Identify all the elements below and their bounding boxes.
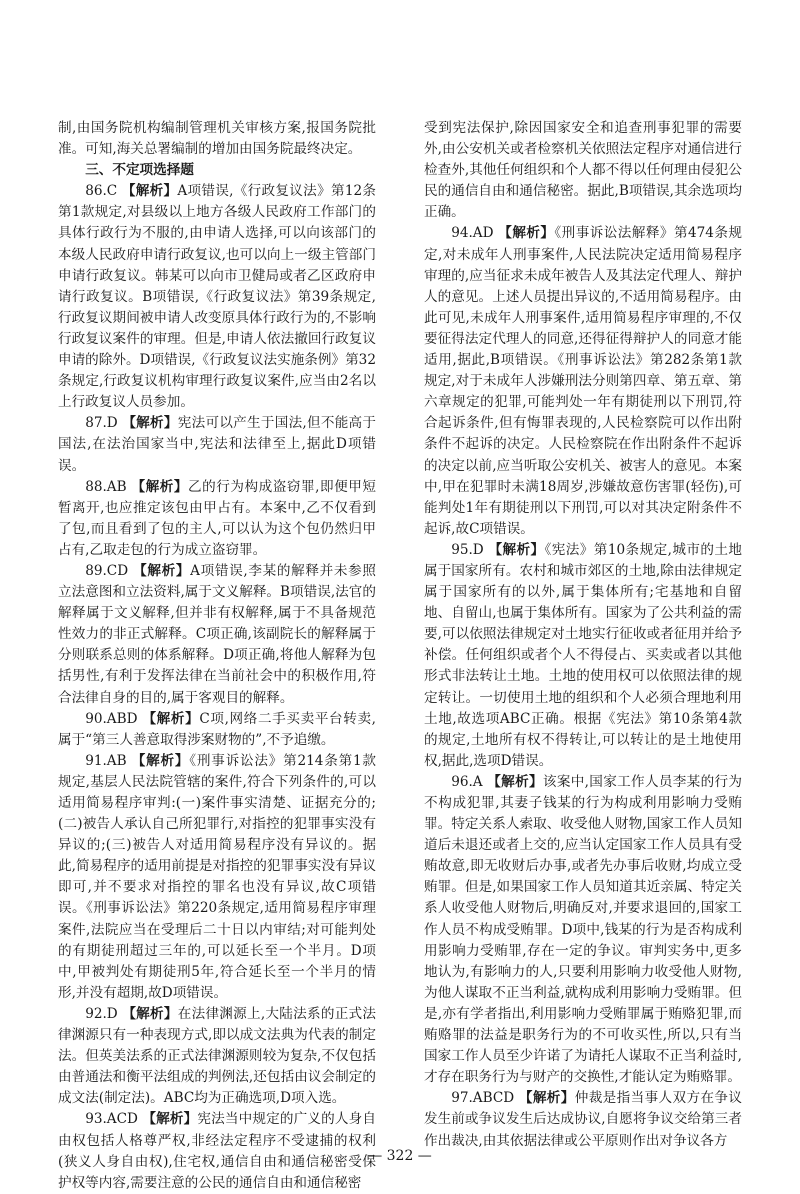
answer-number: 95.D — [451, 541, 484, 558]
answer-91 — [58, 751, 376, 1004]
paragraph: 制,由国务院机构编制管理机关审核方案,报国务院批准。可知,海关总署编制的增加由国务院最终决定。 — [58, 120, 376, 158]
analysis-text: 该案中,国家工作人员李某的行为不构成犯罪,其妻子钱某的行为构成利用影响力受贿罪。特定关系人索取、收受他人财物,国家工作人员知道后未退还或者上交的,应当认定国家工作人员具有受贿故意,即无收财后办事,或者先办事后收财,均成立受贿罪。但是,如果国家工作人员知道其近亲属、特定关系人收受他人财物后,明确反对,并要求退回的,国家工作人员不构成受贿罪。D项中,钱某的行为是否构成利用影响力受贿罪,存在一定的争议。审判实务中,更多地认为,有影响力的人,只要利用影响力收受他人财物,为他人谋取不正当利益,就构成利用影响力受贿罪。但是,亦有学者指出,利用影响力受贿罪属于贿赂犯罪,而贿赂罪的法益是职务行为的不可收买性,所以,只有当国家工作人员至少许诺了为请托人谋取不正当利益时,才存在职务行为与财产的交换性,才能认定为贿赂罪。 — [424, 773, 742, 1086]
analysis-label: 【解析】 — [122, 415, 178, 432]
answer-number: 87.D — [85, 415, 118, 432]
answer-number: 86.C — [85, 183, 118, 200]
analysis-label: 【解析】 — [121, 183, 178, 200]
answer-number: 91.AB — [85, 752, 127, 769]
analysis-label: 【解析】 — [142, 710, 200, 727]
answer-number: 94.AD — [451, 225, 494, 242]
analysis-text: 宪法可以产生于国法,但不能高于国法,在法治国家当中,宪法和法律至上,据此D项错误。 — [58, 415, 377, 474]
analysis-text: A项错误,李某的解释并未参照立法意图和立法资料,属于文义解释。B项错误,法官的解释属于文义解释,但并非有权解释,属于不具备规范性效力的非正式解释。C项正确,该副院长的解释属于分则联系总则的体系解释。D项正确,将他人解释为包括男性,有利于发挥法律在当前社会中的积极作用,符合法律自身的目的,属于客观目的解释。 — [58, 562, 376, 706]
analysis-label: 【解析】 — [142, 1111, 198, 1128]
answer-number: 92.D — [85, 1005, 118, 1022]
answer-number: 89.CD — [85, 562, 129, 579]
answer-97 — [424, 1088, 742, 1151]
analysis-text: A项错误,《行政复议法》第12条第1款规定,对县级以上地方各级人民政府工作部门的具体行政行为不服的,由申请人选择,可以向该部门的本级人民政府申请行政复议,也可以向上一级主管部门申请行政复议。韩某可以向市卫健局或者乙区政府申请行政复议。B项错误,《行政复议法》第39条规定,行政复议期间被申请人改变原具体行政行为的,不影响行政复议案件的审理。但是,申请人依法撤回行政复议申请的除外。D项错误,《行政复议法实施条例》第32条规定,行政复议机构审理行政复议案件,应当由2名以上行政复议人员参加。 — [58, 183, 377, 411]
answer-92 — [58, 1004, 376, 1109]
answer-86 — [58, 181, 376, 413]
analysis-text: 《刑事诉讼法》第214条第1款规定,基层人民法院管辖的案件,符合下列条件的,可以适用简易程序审判:(一)案件事实清楚、证据充分的;(二)被告人承认自己所犯罪行,对指控的犯罪事实没有异议的;(三)被告人对适用简易程序没有异议的。据此,简易程序的适用前提是对指控的犯罪事实没有异议即可,并不要求对指控的罪名也没有异议,故C项错误。《刑事诉讼法》第220条规定,适用简易程序审理案件,法院应当在受理后二十日以内审结;对可能判处的有期徒刑超过三年的,可以延长至一个半月。D项中,甲被判处有期徒刑5年,符合延长至一个半月的情形,并没有超期,故D项错误。 — [58, 752, 376, 1001]
answer-96 — [424, 772, 742, 1088]
answer-88 — [58, 477, 376, 561]
answer-number: 93.ACD — [85, 1111, 138, 1128]
analysis-text: 乙的行为构成盗窃罪,即便甲短暂离开,也应推定该包由甲占有。本案中,乙不仅看到了包,而且看到了包的主人,可以认为这个包仍然归甲占有,乙取走包的行为成立盗窃罪。 — [58, 478, 376, 558]
analysis-label: 【解析】 — [133, 562, 191, 579]
analysis-label: 【解析】 — [131, 752, 190, 769]
analysis-label: 【解析】 — [518, 1090, 575, 1107]
answer-94 — [424, 223, 742, 539]
page-number: — 322 — — [368, 1148, 432, 1164]
analysis-text: 《宪法》第10条规定,城市的土地属于国家所有。农村和城市郊区的土地,除由法律规定属于国家所有的以外,属于集体所有;宅基地和自留地、自留山,也属于集体所有。国家为了公共利益的需要,可以依照法律规定对土地实行征收或者征用并给予补偿。任何组织或者个人不得侵占、买卖或者以其他形式非法转让土地。土地的使用权可以依照法律的规定转让。一切使用土地的组织和个人必须合理地利用土地,故选项ABC正确。根据《宪法》第10条第4款的规定,土地所有权不得转让,可以转让的是土地使用权,据此,选项D错误。 — [424, 541, 743, 769]
answer-90 — [58, 709, 376, 751]
answer-95 — [424, 540, 742, 772]
answer-number: 97.ABCD — [451, 1090, 515, 1107]
analysis-label: 【解析】 — [131, 478, 188, 495]
analysis-text: C项,网络二手买卖平台转卖,属于“第三人善意取得涉案财物的”,不予追缴。 — [58, 710, 377, 748]
right-column — [424, 118, 742, 1152]
answer-number: 90.ABD — [85, 710, 138, 727]
section-heading: 三、不定项选择题 — [85, 162, 194, 179]
analysis-text: 宪法当中规定的广义的人身自由权包括人格尊严权,非经法定程序不受逮捕的权利(狭义人身自由权),住宅权,通信自由和通信秘密受保护权等内容,需要注意的公民的通信自由和通信秘密 — [58, 1111, 377, 1191]
analysis-label: 【解析】 — [487, 773, 543, 790]
analysis-label: 【解析】 — [498, 225, 555, 242]
analysis-text: 在法律渊源上,大陆法系的正式法律渊源只有一种表现方式,即以成文法典为代表的制定法。但英美法系的正式法律渊源则较为复杂,不仅包括由普通法和衡平法组成的判例法,还包括由议会制定的成文法(制定法)。ABC均为正确选项,D项入选。 — [58, 1005, 377, 1107]
left-column — [58, 118, 376, 1194]
answer-number: 88.AB — [85, 478, 127, 495]
analysis-label: 【解析】 — [488, 541, 545, 558]
analysis-label: 【解析】 — [122, 1005, 178, 1022]
answer-number: 96.A — [451, 773, 483, 790]
paragraph: 受到宪法保护,除因国家安全和追查刑事犯罪的需要外,由公安机关或者检察机关依照法定程序对通信进行检查外,其他任何组织和个人都不得以任何理由侵犯公民的通信自由和通信秘密。据此,B项错误,其余选项均正确。 — [424, 120, 742, 221]
answer-87 — [58, 413, 376, 476]
analysis-text: 《刑事诉讼法解释》第474条规定,对未成年人刑事案件,人民法院决定适用简易程序审理的,应当征求未成年被告人及其法定代理人、辩护人的意见。上述人员提出异议的,不适用简易程序。由此可见,未成年人刑事案件,适用简易程序审理的,不仅要征得法定代理人的同意,还得征得辩护人的同意才能适用,据此,B项错误。《刑事诉讼法》第282条第1款规定,对于未成年人涉嫌刑法分则第四章、第五章、第六章规定的犯罪,可能判处一年有期徒刑以下刑罚,符合起诉条件,但有悔罪表现的,人民检察院可以作出附条件不起诉的决定。人民检察院在作出附条件不起诉的决定以前,应当听取公安机关、被害人的意见。本案中,甲在犯罪时未满18周岁,涉嫌故意伤害罪(轻伤),可能判处1年有期徒刑以下刑罚,可以对其决定附条件不起诉,故C项错误。 — [424, 225, 742, 537]
analysis-text: 仲裁是指当事人双方在争议发生前或争议发生后达成协议,自愿将争议交给第三者作出裁决,由其依据法律或公平原则作出对争议各方 — [424, 1090, 742, 1149]
answer-89 — [58, 561, 376, 709]
